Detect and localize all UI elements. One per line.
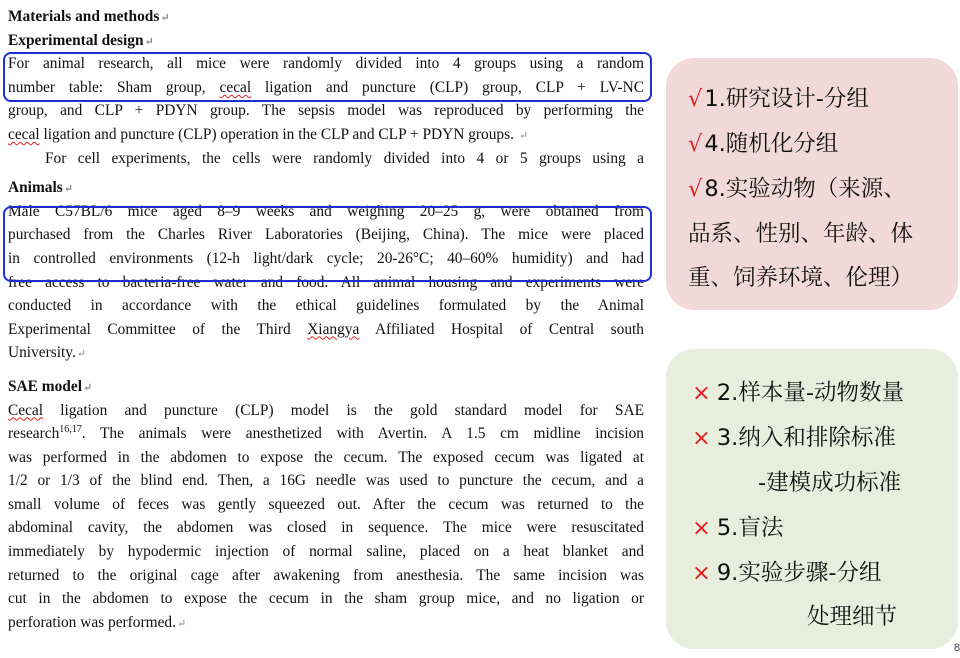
animals-line-1: Male C57BL/6 mice aged 8–9 weeks and weighing 20–25 g, were obtained from — [8, 202, 644, 220]
animals-heading: Animals↵ — [8, 179, 73, 197]
animals-line-5: conducted in accordance with the ethical guidelines formulated by the Animal — [8, 297, 644, 315]
check-icon: √ — [688, 176, 703, 202]
cross-icon: × — [692, 425, 711, 451]
sae-line-4: 1/2 or 1/3 of the blind end. Then, a 16G needle was used to puncture the cecum, and a — [8, 472, 644, 490]
sae-line-10: perforation was performed.↵ — [8, 613, 187, 631]
animals-line-6: Experimental Committee of the Third Xiangya Affiliated Hospital of Central south — [8, 320, 644, 338]
animals-line-2: purchased from the Charles River Laboratories (Beijing, China). The mice were placed — [8, 226, 644, 244]
sae-line-9: cut in the abdomen to expose the cecum in the sham group mice, and no ligation or — [8, 590, 644, 608]
check-icon: √ — [688, 86, 703, 112]
checked-item-2: √4.随机化分组 — [688, 131, 839, 157]
checked-item-1: √1.研究设计-分组 — [688, 86, 869, 112]
animals-line-7: University.↵ — [8, 344, 87, 362]
design-line-4: cecal ligation and puncture (CLP) operation in the CLP and CLP + PDYN groups. ↵ — [8, 125, 529, 143]
missing-item-9-cont: 处理细节 — [807, 604, 898, 630]
check-icon: √ — [688, 131, 703, 157]
sae-line-1: Cecal ligation and puncture (CLP) model is the gold standard model for SAE — [8, 401, 644, 419]
sae-line-3: was performed in the abdomen to expose the cecum. The exposed cecum was ligated at — [8, 448, 644, 466]
sae-line-7: immediately by hypodermic injection of normal saline, placed on a heat blanket and — [8, 543, 644, 561]
checked-item-3-cont-2: 重、饲养环境、伦理） — [688, 265, 914, 291]
missing-item-5: × 5.盲法 — [692, 515, 784, 541]
missing-item-2: × 2.样本量-动物数量 — [692, 380, 904, 406]
sae-line-5: small volume of feces was gently squeezed out. After the cecum was returned to the — [8, 495, 644, 513]
missing-item-9: × 9.实验步骤-分组 — [692, 560, 882, 586]
design-line-2: number table: Sham group, cecal ligation and puncture (CLP) group, CLP + LV-NC — [8, 78, 644, 96]
cross-icon: × — [692, 380, 711, 406]
design-line-5: For cell experiments, the cells were randomly divided into 4 or 5 groups using a — [45, 149, 644, 167]
checked-item-3: √8.实验动物（来源、 — [688, 176, 906, 202]
cross-icon: × — [692, 560, 711, 586]
design-line-1: For animal research, all mice were randomly divided into 4 groups using a random — [8, 55, 644, 73]
experimental-design-heading: Experimental design↵ — [8, 31, 154, 49]
design-highlight-box — [3, 52, 652, 102]
animals-highlight-box — [3, 206, 652, 282]
design-line-3: group, and CLP + PDYN group. The sepsis model was reproduced by performing the — [8, 102, 644, 120]
animals-line-4: free access to bacteria-free water and food. All animal housing and experiments were — [8, 273, 644, 291]
sae-line-8: returned to the original cage after awakening from anesthesia. The same incision was — [8, 566, 644, 584]
missing-item-3-cont: -建模成功标准 — [758, 470, 902, 496]
sae-line-2: research$^{16,17}$. The animals were anesthetized with Avertin. A 1.5 cm midline incision — [8, 423, 644, 443]
missing-items-card — [666, 349, 958, 649]
sae-model-heading: SAE model↵ — [8, 377, 93, 395]
sae-line-6: abdominal cavity, the abdomen was closed in sequence. The mice were resuscitated — [8, 519, 644, 537]
section-title: Materials and methods↵ — [8, 8, 170, 25]
missing-item-3: × 3.纳入和排除标准 — [692, 425, 896, 451]
cross-icon: × — [692, 515, 711, 541]
checked-item-3-cont-1: 品系、性别、年龄、体 — [688, 221, 914, 247]
page-number: 8 — [953, 642, 960, 654]
satisfied-items-card — [666, 58, 958, 310]
animals-line-3: in controlled environments (12-h light/dark cycle; 20-26°C; 40–60% humidity) and had — [8, 249, 644, 267]
